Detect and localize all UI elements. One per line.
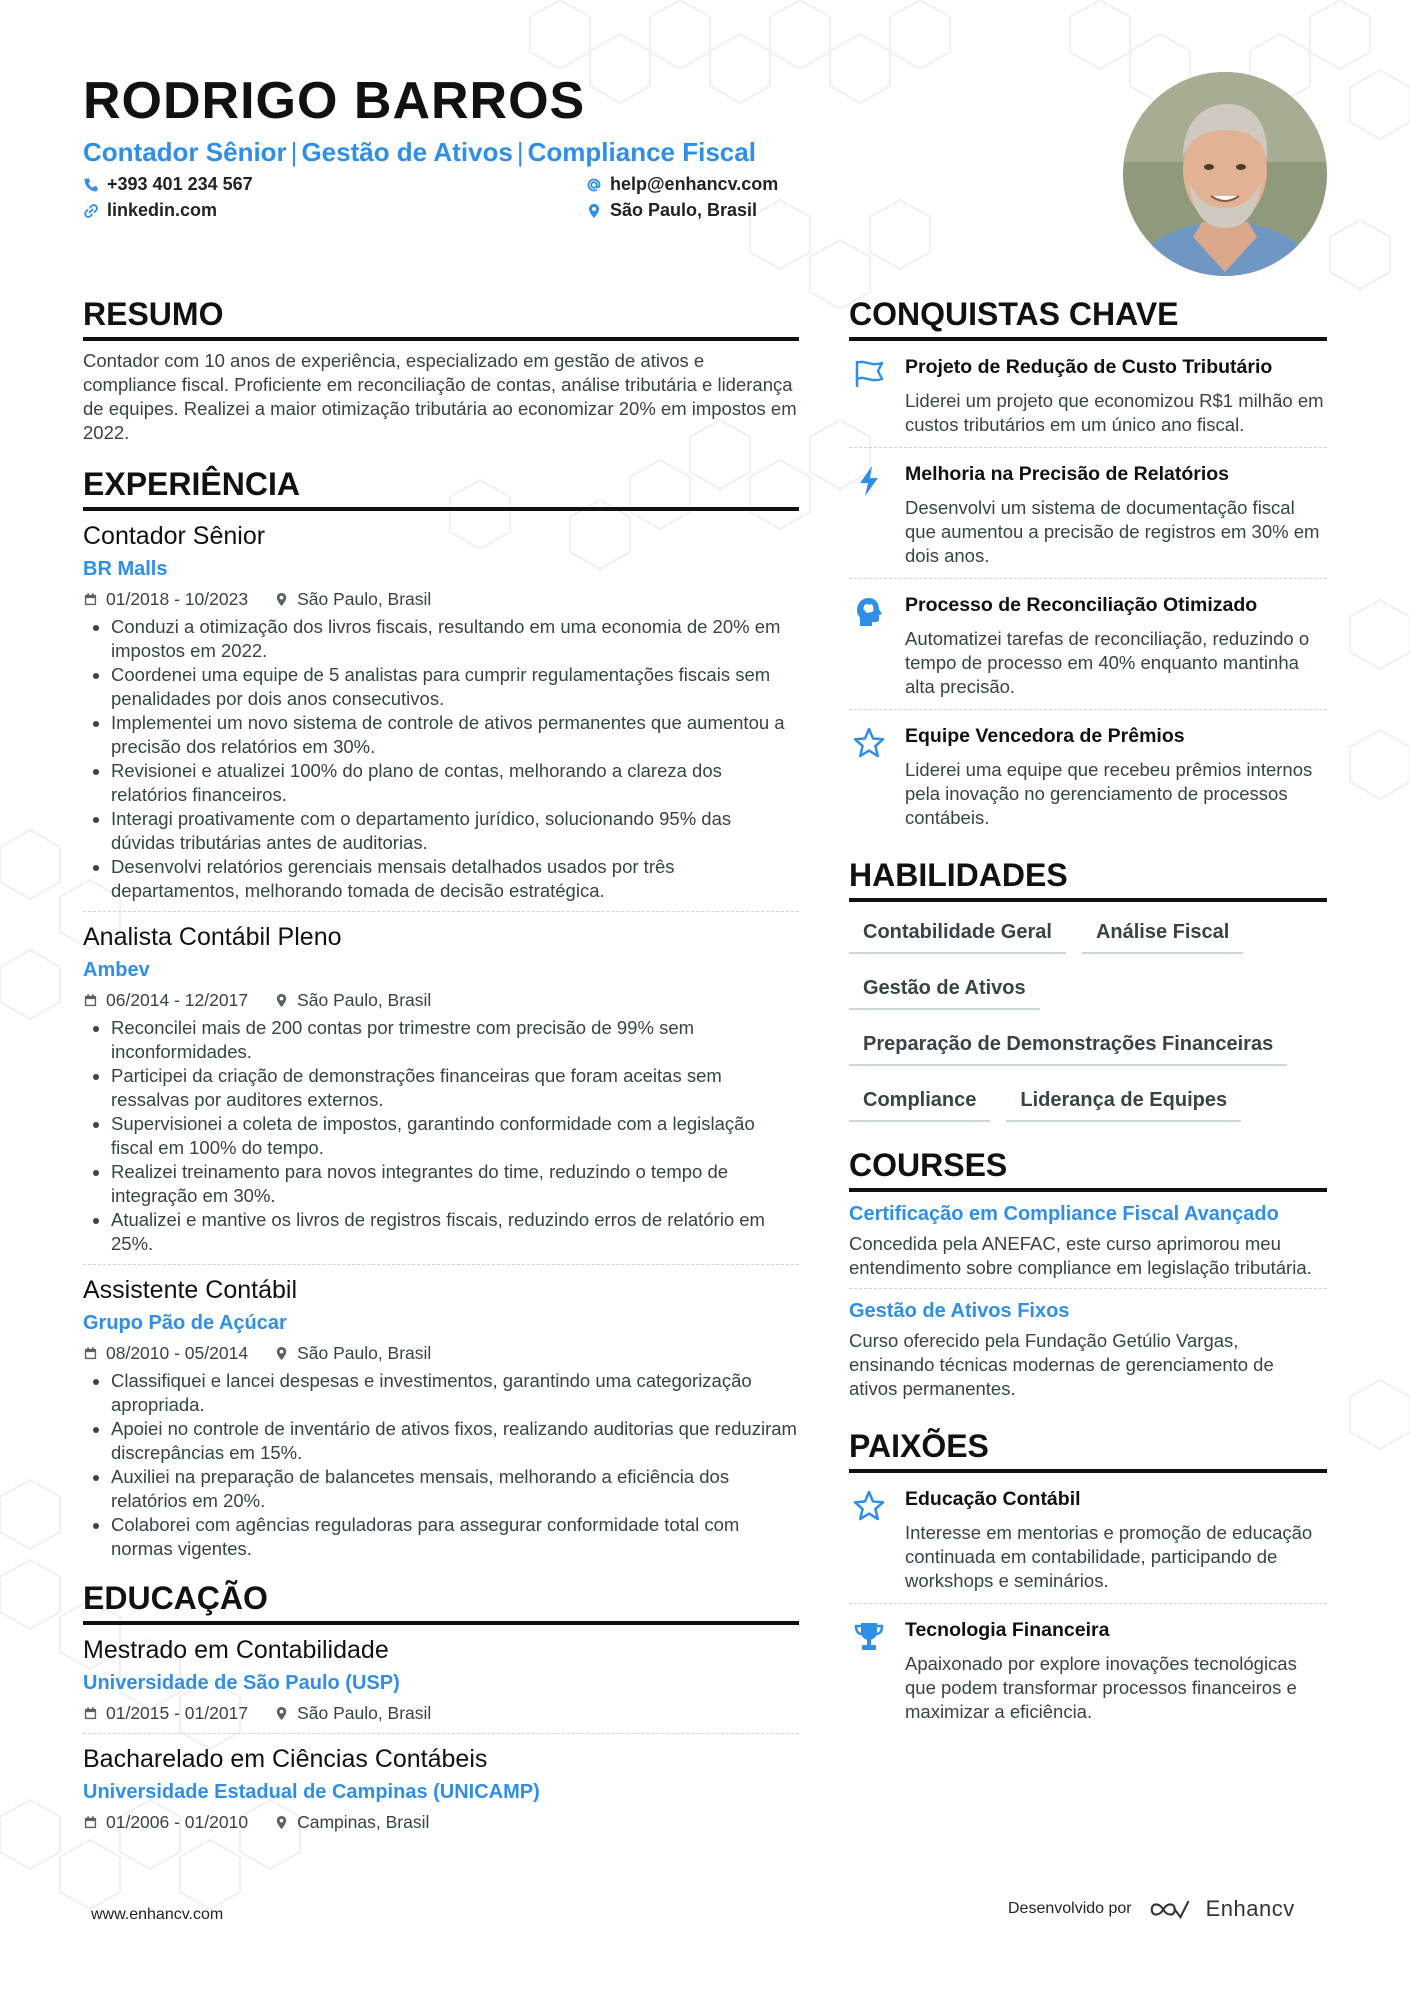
job-dates: 06/2014 - 12/2017 bbox=[106, 990, 249, 1010]
left-column bbox=[83, 295, 799, 1850]
star-icon bbox=[852, 726, 886, 760]
bullet-item: • Revisionei e atualizei 100% do plano de contas, melhorando a clareza dos relatórios financeiros. bbox=[111, 759, 799, 807]
course-item bbox=[849, 1192, 1327, 1289]
summary-heading: RESUMO bbox=[83, 295, 799, 341]
bullet-item: • Desenvolvi relatórios gerenciais mensais detalhados usados por três departamentos, melhorando tomada de decisão estratégica. bbox=[111, 855, 799, 903]
passion-item bbox=[849, 1473, 1327, 1604]
skill-tag: Compliance bbox=[849, 1082, 990, 1122]
education-dates: 01/2015 - 01/2017 bbox=[106, 1703, 249, 1723]
map-pin-icon bbox=[274, 592, 289, 607]
star-icon bbox=[852, 1489, 886, 1523]
skill-tag: Preparação de Demonstrações Financeiras bbox=[849, 1026, 1287, 1066]
job-bullets bbox=[83, 1369, 799, 1561]
school-name: Universidade de São Paulo (USP) bbox=[83, 1672, 400, 1694]
calendar-icon bbox=[83, 592, 98, 607]
school-name: Universidade Estadual de Campinas (UNICAMP) bbox=[83, 1781, 540, 1803]
achievement-title: Melhoria na Precisão de Relatórios bbox=[905, 463, 1230, 485]
calendar-icon bbox=[83, 1346, 98, 1361]
footer-branding[interactable] bbox=[1008, 1896, 1295, 1922]
contact-location bbox=[586, 200, 757, 221]
job-location: São Paulo, Brasil bbox=[297, 1343, 432, 1363]
map-pin-icon bbox=[586, 203, 602, 219]
candidate-name: RODRIGO BARROS bbox=[83, 72, 586, 130]
contact-linkedin[interactable] bbox=[83, 200, 217, 221]
job-location: São Paulo, Brasil bbox=[297, 990, 432, 1010]
powered-by-label: Desenvolvido por bbox=[1008, 1900, 1132, 1917]
achievement-desc: Liderei um projeto que economizou R$1 milhão em custos tributários em um único ano fiscal. bbox=[905, 390, 1324, 435]
passion-title: Tecnologia Financeira bbox=[905, 1619, 1110, 1641]
experience-entry bbox=[83, 521, 799, 912]
job-bullets bbox=[83, 1016, 799, 1256]
resume-header bbox=[83, 72, 1083, 230]
calendar-icon bbox=[83, 1706, 98, 1721]
enhancv-logo-icon bbox=[1146, 1898, 1192, 1921]
passion-desc: Apaixonado por explore inovações tecnológicas que podem transformar processos financeiros e maximizar a eficiência. bbox=[905, 1653, 1297, 1722]
avatar bbox=[1123, 72, 1327, 276]
summary-text: Contador com 10 anos de experiência, especializado em gestão de ativos e compliance fiscal. Proficiente em reconciliação de contas, análise tributária e liderança de equipes. Realizei a maior otimização tributária ao economizar 20% em impostos em 2022. bbox=[83, 350, 797, 443]
job-dates: 01/2018 - 10/2023 bbox=[106, 589, 249, 609]
achievement-title: Processo de Reconciliação Otimizado bbox=[905, 594, 1258, 616]
education-dates: 01/2006 - 01/2010 bbox=[106, 1812, 249, 1832]
skills-list bbox=[849, 914, 1327, 1122]
course-title: Gestão de Ativos Fixos bbox=[849, 1300, 1070, 1322]
job-location: São Paulo, Brasil bbox=[297, 589, 432, 609]
skill-tag: Contabilidade Geral bbox=[849, 914, 1066, 954]
bullet-item: • Supervisionei a coleta de impostos, garantindo conformidade com a legislação fiscal em 100% do tempo. bbox=[111, 1112, 799, 1160]
education-location: Campinas, Brasil bbox=[297, 1812, 430, 1832]
link-icon bbox=[83, 203, 99, 219]
company-name: BR Malls bbox=[83, 558, 168, 580]
title-part-2: Gestão de Ativos bbox=[301, 137, 513, 167]
brain-head-icon bbox=[852, 595, 886, 629]
map-pin-icon bbox=[274, 1706, 289, 1721]
bullet-item: • Colaborei com agências reguladoras para assegurar conformidade total com normas vigentes. bbox=[111, 1513, 799, 1561]
passion-desc: Interesse em mentorias e promoção de educação continuada em contabilidade, participando de workshops e seminários. bbox=[905, 1522, 1313, 1591]
bullet-item: • Implementei um novo sistema de controle de ativos permanentes que aumentou a precisão dos relatórios em 30%. bbox=[111, 711, 799, 759]
bullet-item: • Classifiquei e lancei despesas e investimentos, garantindo uma categorização apropriada. bbox=[111, 1369, 799, 1417]
bullet-item: • Apoiei no controle de inventário de ativos fixos, realizando auditorias que reduziram discrepâncias em 15%. bbox=[111, 1417, 799, 1465]
achievement-title: Equipe Vencedora de Prêmios bbox=[905, 725, 1185, 747]
course-desc: Curso oferecido pela Fundação Getúlio Vargas, ensinando técnicas modernas de gerenciamento de ativos permanentes. bbox=[849, 1330, 1274, 1399]
contact-info bbox=[83, 174, 1083, 230]
education-heading: EDUCAÇÃO bbox=[83, 1579, 799, 1625]
passion-title: Educação Contábil bbox=[905, 1488, 1081, 1510]
trophy-icon bbox=[852, 1620, 886, 1654]
email-address: help@enhancv.com bbox=[610, 174, 779, 194]
location-text: São Paulo, Brasil bbox=[610, 200, 758, 220]
course-desc: Concedida pela ANEFAC, este curso aprimorou meu entendimento sobre compliance em legislação tributária. bbox=[849, 1233, 1312, 1278]
candidate-title bbox=[83, 136, 1083, 168]
footer-website[interactable]: www.enhancv.com bbox=[91, 1906, 224, 1923]
calendar-icon bbox=[83, 1815, 98, 1830]
title-separator: | bbox=[290, 137, 298, 167]
job-bullets bbox=[83, 615, 799, 903]
contact-phone[interactable] bbox=[83, 174, 253, 195]
course-item bbox=[849, 1289, 1327, 1409]
title-part-3: Compliance Fiscal bbox=[527, 137, 756, 167]
bullet-item: • Coordenei uma equipe de 5 analistas para cumprir regulamentações fiscais sem penalidades por dois anos consecutivos. bbox=[111, 663, 799, 711]
bullet-item: • Interagi proativamente com o departamento jurídico, solucionando 95% das dúvidas tributárias antes de auditorias. bbox=[111, 807, 799, 855]
skill-tag: Análise Fiscal bbox=[1082, 914, 1243, 954]
job-title: Contador Sênior bbox=[83, 522, 266, 550]
job-meta bbox=[83, 1341, 799, 1365]
bullet-item: • Reconcilei mais de 200 contas por trimestre com precisão de 99% sem inconformidades. bbox=[111, 1016, 799, 1064]
title-part-1: Contador Sênior bbox=[83, 137, 287, 167]
experience-entry bbox=[83, 922, 799, 1265]
at-sign-icon bbox=[586, 177, 602, 193]
courses-heading: COURSES bbox=[849, 1146, 1327, 1192]
linkedin-url: linkedin.com bbox=[107, 200, 218, 220]
education-location: São Paulo, Brasil bbox=[297, 1703, 432, 1723]
job-title: Analista Contábil Pleno bbox=[83, 923, 342, 951]
achievement-item bbox=[849, 341, 1327, 448]
profile-photo bbox=[1123, 72, 1327, 276]
education-meta bbox=[83, 1810, 799, 1834]
achievement-desc: Automatizei tarefas de reconciliação, reduzindo o tempo de processo em 40% enquanto mantinha alta precisão. bbox=[905, 628, 1310, 697]
map-pin-icon bbox=[274, 1815, 289, 1830]
company-name: Grupo Pão de Açúcar bbox=[83, 1312, 287, 1334]
skills-heading: HABILIDADES bbox=[849, 856, 1327, 902]
bullet-item: • Participei da criação de demonstrações financeiras que foram aceitas sem ressalvas por auditores externos. bbox=[111, 1064, 799, 1112]
achievement-item bbox=[849, 710, 1327, 840]
course-title: Certificação em Compliance Fiscal Avançado bbox=[849, 1203, 1279, 1225]
education-entry bbox=[83, 1635, 799, 1734]
brand-name: Enhancv bbox=[1205, 1896, 1295, 1921]
calendar-icon bbox=[83, 993, 98, 1008]
bullet-item: • Auxiliei na preparação de balancetes mensais, melhorando a eficiência dos relatórios em 20%. bbox=[111, 1465, 799, 1513]
achievement-item bbox=[849, 448, 1327, 579]
right-column bbox=[849, 295, 1327, 1734]
experience-entry bbox=[83, 1275, 799, 1569]
job-meta bbox=[83, 587, 799, 611]
experience-heading: EXPERIÊNCIA bbox=[83, 465, 799, 511]
bullet-item: • Realizei treinamento para novos integrantes do time, reduzindo o tempo de integração em 30%. bbox=[111, 1160, 799, 1208]
education-entry bbox=[83, 1744, 799, 1842]
company-name: Ambev bbox=[83, 959, 150, 981]
job-title: Assistente Contábil bbox=[83, 1276, 298, 1304]
contact-email[interactable] bbox=[586, 174, 778, 195]
achievement-title: Projeto de Redução de Custo Tributário bbox=[905, 356, 1273, 378]
lightning-icon bbox=[852, 464, 886, 498]
job-meta bbox=[83, 988, 799, 1012]
map-pin-icon bbox=[274, 993, 289, 1008]
skill-tag: Gestão de Ativos bbox=[849, 970, 1040, 1010]
achievements-heading: CONQUISTAS CHAVE bbox=[849, 295, 1327, 341]
degree-title: Bacharelado em Ciências Contábeis bbox=[83, 1745, 488, 1773]
achievement-desc: Liderei uma equipe que recebeu prêmios internos pela inovação no gerenciamento de processos contábeis. bbox=[905, 759, 1313, 828]
job-dates: 08/2010 - 05/2014 bbox=[106, 1343, 249, 1363]
skill-tag: Liderança de Equipes bbox=[1006, 1082, 1241, 1122]
achievement-item bbox=[849, 579, 1327, 710]
passion-item bbox=[849, 1604, 1327, 1734]
bullet-item: • Conduzi a otimização dos livros fiscais, resultando em uma economia de 20% em impostos em 2022. bbox=[111, 615, 799, 663]
phone-number: +393 401 234 567 bbox=[107, 174, 253, 194]
bullet-item: • Atualizei e mantive os livros de registros fiscais, reduzindo erros de relatório em 25%. bbox=[111, 1208, 799, 1256]
flag-icon bbox=[852, 357, 886, 391]
map-pin-icon bbox=[274, 1346, 289, 1361]
education-meta bbox=[83, 1701, 799, 1725]
degree-title: Mestrado em Contabilidade bbox=[83, 1636, 389, 1664]
achievement-desc: Desenvolvi um sistema de documentação fiscal que aumentou a precisão de registros em 30% em dois anos. bbox=[905, 497, 1320, 566]
passions-heading: PAIXÕES bbox=[849, 1427, 1327, 1473]
title-separator: | bbox=[516, 137, 524, 167]
phone-icon bbox=[83, 177, 99, 193]
